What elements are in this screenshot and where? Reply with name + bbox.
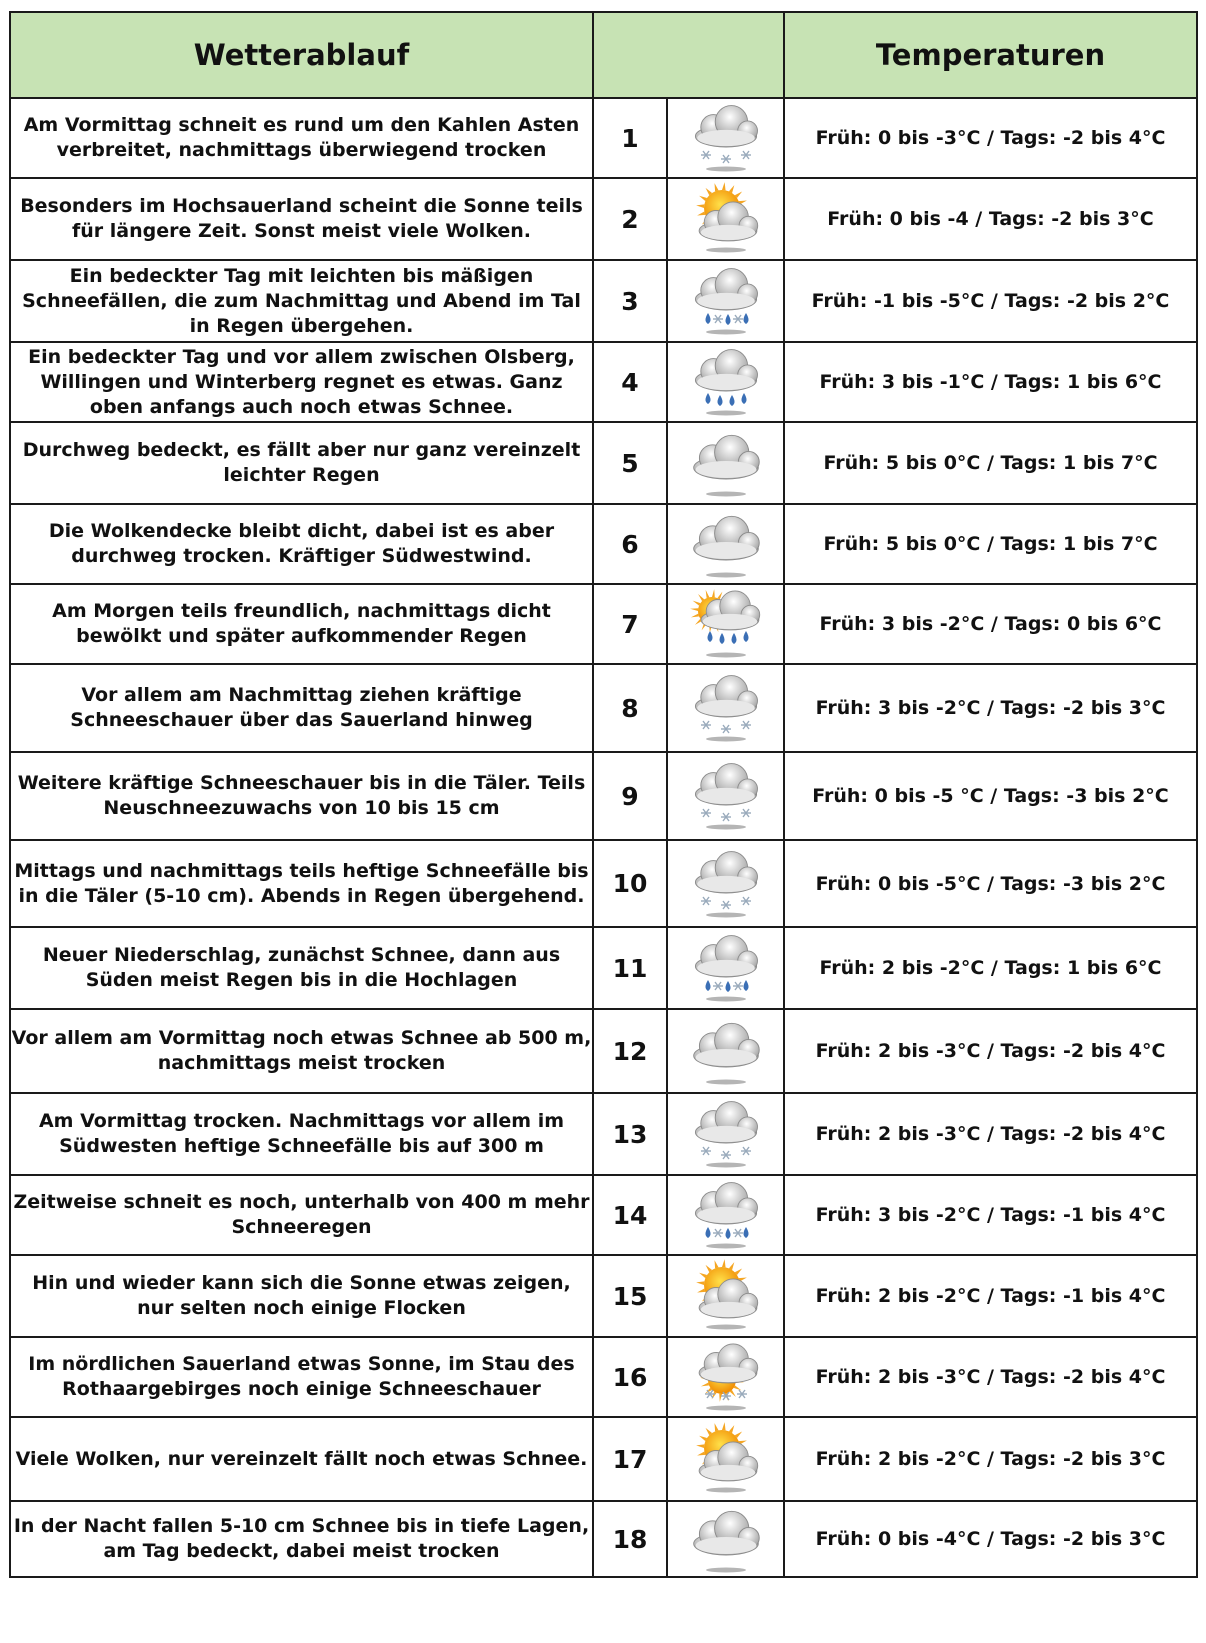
day-number: 4 (593, 342, 667, 422)
weather-column-header: Wetterablauf (10, 12, 593, 98)
day-number: 1 (593, 98, 667, 178)
weather-description: Vor allem am Vormittag noch etwas Schnee ab 500 m, nachmittags meist trocken (10, 1009, 593, 1093)
temperature-range: Früh: 2 bis -3°C / Tags: -2 bis 4°C (784, 1009, 1197, 1093)
sun-behind-cloud-icon (668, 182, 783, 256)
sun-cloud-rain-icon (668, 587, 783, 661)
temperature-range: Früh: 0 bis -4 / Tags: -2 bis 3°C (784, 178, 1197, 260)
cloud-snow-icon (668, 759, 783, 833)
weather-icon-cell (667, 1501, 784, 1577)
temperature-range: Früh: 5 bis 0°C / Tags: 1 bis 7°C (784, 422, 1197, 504)
temperature-range: Früh: -1 bis -5°C / Tags: -2 bis 2°C (784, 260, 1197, 342)
weather-icon-cell (667, 1255, 784, 1337)
cloud-sleet-icon (668, 931, 783, 1005)
table-row (10, 752, 1197, 840)
day-number: 8 (593, 664, 667, 752)
day-number: 17 (593, 1417, 667, 1501)
weather-icon-cell (667, 260, 784, 342)
weather-icon-cell (667, 342, 784, 422)
weather-icon-cell (667, 752, 784, 840)
temperature-range: Früh: 3 bis -1°C / Tags: 1 bis 6°C (784, 342, 1197, 422)
table-row (10, 1009, 1197, 1093)
weather-description: Zeitweise schneit es noch, unterhalb von 400 m mehr Schneeregen (10, 1175, 593, 1255)
weather-description: Viele Wolken, nur vereinzelt fällt noch etwas Schnee. (10, 1417, 593, 1501)
cloud-icon (668, 507, 783, 581)
weather-icon-cell (667, 1337, 784, 1417)
weather-icon-cell (667, 422, 784, 504)
table-row (10, 927, 1197, 1009)
table-row (10, 664, 1197, 752)
day-number: 3 (593, 260, 667, 342)
weather-description: Neuer Niederschlag, zunächst Schnee, dann aus Süden meist Regen bis in die Hochlagen (10, 927, 593, 1009)
temperature-range: Früh: 0 bis -3°C / Tags: -2 bis 4°C (784, 98, 1197, 178)
day-number: 5 (593, 422, 667, 504)
weather-description: Mittags und nachmittags teils heftige Schneefälle bis in die Täler (5-10 cm). Abends in Regen übergehend. (10, 840, 593, 927)
day-number: 11 (593, 927, 667, 1009)
day-number: 9 (593, 752, 667, 840)
weather-icon-cell (667, 840, 784, 927)
table-row (10, 422, 1197, 504)
temperature-range: Früh: 0 bis -5°C / Tags: -3 bis 2°C (784, 840, 1197, 927)
day-number: 15 (593, 1255, 667, 1337)
weather-icon-cell (667, 1175, 784, 1255)
day-number: 2 (593, 178, 667, 260)
weather-icon-cell (667, 504, 784, 584)
cloud-icon (668, 426, 783, 500)
day-number: 14 (593, 1175, 667, 1255)
weather-description: Am Morgen teils freundlich, nachmittags dicht bewölkt und später aufkommender Regen (10, 584, 593, 664)
day-number: 16 (593, 1337, 667, 1417)
cloud-snow-icon (668, 847, 783, 921)
weather-description: Weitere kräftige Schneeschauer bis in die Täler. Teils Neuschneezuwachs von 10 bis 15 cm (10, 752, 593, 840)
sun-behind-cloud-icon (668, 1422, 783, 1496)
day-column-header (593, 12, 784, 98)
weather-icon-cell (667, 927, 784, 1009)
weather-icon-cell (667, 584, 784, 664)
day-number: 6 (593, 504, 667, 584)
day-number: 10 (593, 840, 667, 927)
table-row (10, 1175, 1197, 1255)
table-row (10, 98, 1197, 178)
temperature-range: Früh: 5 bis 0°C / Tags: 1 bis 7°C (784, 504, 1197, 584)
weather-description: Ein bedeckter Tag und vor allem zwischen Olsberg, Willingen und Winterberg regnet es etwas. Ganz oben anfangs auch noch etwas Schnee. (10, 342, 593, 422)
table-row (10, 1255, 1197, 1337)
weather-description: In der Nacht fallen 5-10 cm Schnee bis in tiefe Lagen, am Tag bedeckt, dabei meist trocken (10, 1501, 593, 1577)
weather-description: Die Wolkendecke bleibt dicht, dabei ist es aber durchweg trocken. Kräftiger Südwestwind. (10, 504, 593, 584)
temperature-column-header: Temperaturen (784, 12, 1197, 98)
temperature-range: Früh: 2 bis -2°C / Tags: -1 bis 4°C (784, 1255, 1197, 1337)
table-row (10, 584, 1197, 664)
temperature-range: Früh: 0 bis -4°C / Tags: -2 bis 3°C (784, 1501, 1197, 1577)
sun-cloud-snow-icon (668, 1340, 783, 1414)
cloud-snow-icon (668, 101, 783, 175)
forecast-table (9, 11, 1198, 1578)
cloud-sleet-icon (668, 1178, 783, 1252)
table-row (10, 1417, 1197, 1501)
temperature-range: Früh: 3 bis -2°C / Tags: -2 bis 3°C (784, 664, 1197, 752)
cloud-snow-icon (668, 671, 783, 745)
temperature-range: Früh: 0 bis -5 °C / Tags: -3 bis 2°C (784, 752, 1197, 840)
cloud-snow-icon (668, 1097, 783, 1171)
table-row (10, 1093, 1197, 1175)
sun-behind-cloud-icon (668, 1259, 783, 1333)
temperature-range: Früh: 3 bis -2°C / Tags: -1 bis 4°C (784, 1175, 1197, 1255)
table-row (10, 260, 1197, 342)
day-number: 13 (593, 1093, 667, 1175)
weather-icon-cell (667, 98, 784, 178)
day-number: 12 (593, 1009, 667, 1093)
table-row (10, 1337, 1197, 1417)
table-row (10, 1501, 1197, 1577)
table-row (10, 342, 1197, 422)
weather-icon-cell (667, 1417, 784, 1501)
temperature-range: Früh: 2 bis -2°C / Tags: -2 bis 3°C (784, 1417, 1197, 1501)
temperature-range: Früh: 2 bis -2°C / Tags: 1 bis 6°C (784, 927, 1197, 1009)
day-number: 7 (593, 584, 667, 664)
day-number: 18 (593, 1501, 667, 1577)
cloud-icon (668, 1502, 783, 1576)
table-row (10, 504, 1197, 584)
cloud-rain-icon (668, 345, 783, 419)
weather-description: Ein bedeckter Tag mit leichten bis mäßigen Schneefällen, die zum Nachmittag und Abend im Tal in Regen übergehen. (10, 260, 593, 342)
temperature-range: Früh: 2 bis -3°C / Tags: -2 bis 4°C (784, 1337, 1197, 1417)
temperature-range: Früh: 3 bis -2°C / Tags: 0 bis 6°C (784, 584, 1197, 664)
weather-icon-cell (667, 1093, 784, 1175)
weather-description: Am Vormittag schneit es rund um den Kahlen Asten verbreitet, nachmittags überwiegend trocken (10, 98, 593, 178)
weather-description: Hin und wieder kann sich die Sonne etwas zeigen, nur selten noch einige Flocken (10, 1255, 593, 1337)
weather-description: Am Vormittag trocken. Nachmittags vor allem im Südwesten heftige Schneefälle bis auf 300 m (10, 1093, 593, 1175)
weather-description: Vor allem am Nachmittag ziehen kräftige Schneeschauer über das Sauerland hinweg (10, 664, 593, 752)
weather-icon-cell (667, 178, 784, 260)
weather-icon-cell (667, 1009, 784, 1093)
table-row (10, 178, 1197, 260)
cloud-sleet-icon (668, 264, 783, 338)
weather-description: Besonders im Hochsauerland scheint die Sonne teils für längere Zeit. Sonst meist viele Wolken. (10, 178, 593, 260)
weather-description: Im nördlichen Sauerland etwas Sonne, im Stau des Rothaargebirges noch einige Schneeschauer (10, 1337, 593, 1417)
weather-icon-cell (667, 664, 784, 752)
table-header (10, 12, 1197, 98)
weather-description: Durchweg bedeckt, es fällt aber nur ganz vereinzelt leichter Regen (10, 422, 593, 504)
cloud-icon (668, 1014, 783, 1088)
table-row (10, 840, 1197, 927)
temperature-range: Früh: 2 bis -3°C / Tags: -2 bis 4°C (784, 1093, 1197, 1175)
